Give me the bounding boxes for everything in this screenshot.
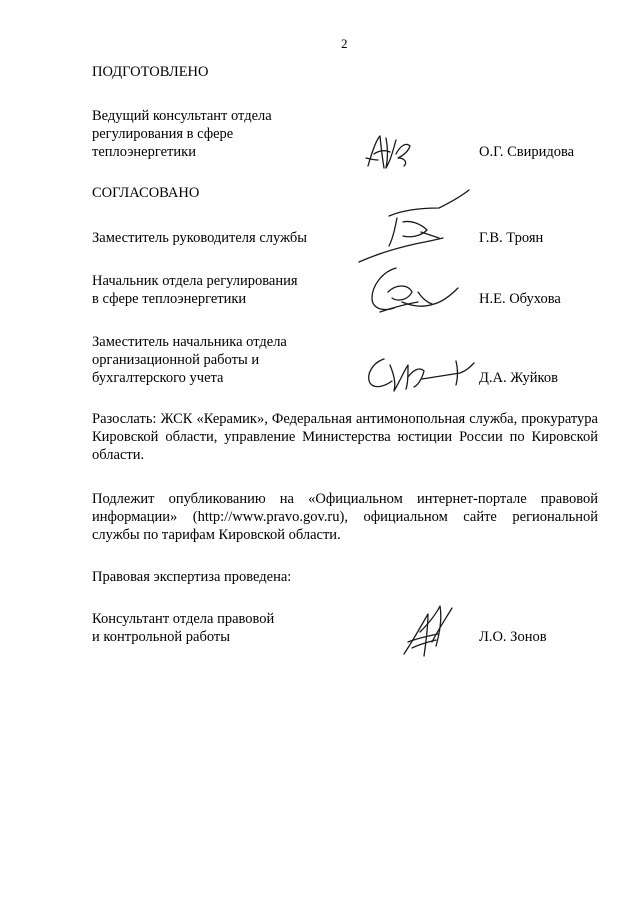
- prepared-position-line: теплоэнергетики: [92, 144, 196, 160]
- distribution-paragraph: Разослать: ЖСК «Керамик», Федеральная антимонопольная служба, прокуратура Кировской области, управление Министерства юстиции России по Кировской области.: [92, 411, 598, 463]
- prepared-position-line: регулирования в сфере: [92, 126, 234, 142]
- publication-paragraph: Подлежит опубликованию на «Официальном интернет-портале правовой информации» (http://www.pravo.gov.ru), официальном сайте региональной службы по тарифам Кировской области.: [92, 491, 598, 543]
- agreed-position-line: бухгалтерского учета: [92, 370, 224, 386]
- signature-image: [355, 182, 473, 268]
- agreed-position-line: Начальник отдела регулирования: [92, 273, 298, 289]
- signature-image: [362, 262, 462, 318]
- legal-review-statement: Правовая экспертиза проведена:: [92, 569, 292, 585]
- agreed-position-line: организационной работы и: [92, 352, 260, 368]
- signature-image: [364, 355, 476, 395]
- legal-review-position-line: Консультант отдела правовой: [92, 611, 275, 627]
- legal-review-signatory-name: Л.О. Зонов: [479, 629, 547, 645]
- signature-image: [398, 602, 462, 660]
- agreed-position-line: в сфере теплоэнергетики: [92, 291, 247, 307]
- agreed-signatory-name: Г.В. Троян: [479, 230, 544, 246]
- legal-review-position-line: и контрольной работы: [92, 629, 230, 645]
- signature-image: [362, 128, 422, 174]
- agreed-position-line: Заместитель начальника отдела: [92, 334, 287, 350]
- prepared-heading: ПОДГОТОВЛЕНО: [92, 64, 209, 80]
- prepared-position-line: Ведущий консультант отдела: [92, 108, 272, 124]
- agreed-signatory-name: Н.Е. Обухова: [479, 291, 561, 307]
- agreed-signatory-name: Д.А. Жуйков: [479, 370, 558, 386]
- agreed-heading: СОГЛАСОВАНО: [92, 185, 200, 201]
- agreed-position-line: Заместитель руководителя службы: [92, 230, 308, 246]
- prepared-signatory-name: О.Г. Свиридова: [479, 144, 575, 160]
- page-number: 2: [341, 36, 348, 51]
